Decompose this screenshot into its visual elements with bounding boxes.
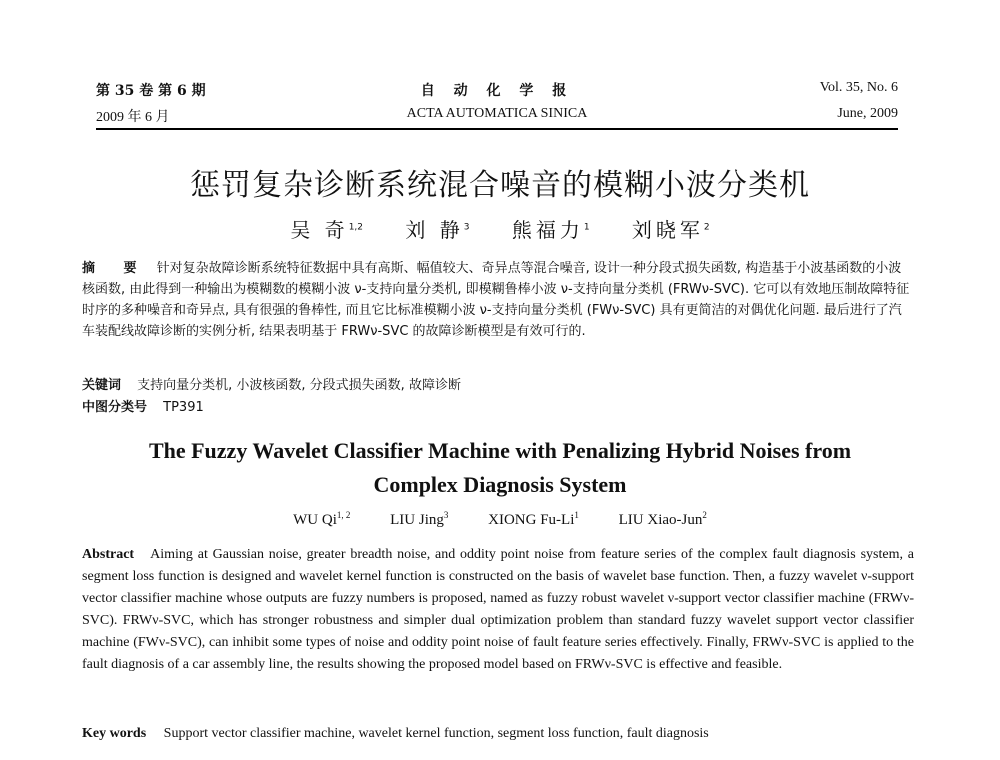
abstract-label-cn: 摘 要: [82, 261, 149, 276]
keywords-cn: [82, 374, 914, 393]
volume-cn: 第 35 卷 第 6 期: [96, 83, 206, 99]
author-cn: 吴 奇$^{1,2}$: [290, 218, 364, 242]
author-cn: 熊福力$^1$: [511, 218, 590, 242]
date-cn: 2009 年 6 月: [96, 110, 170, 125]
date-en: June, 2009: [837, 106, 898, 121]
author-en: LIU Xiao-Jun$^2$: [618, 510, 707, 528]
header-row-2: [96, 106, 898, 128]
authors-cn: [0, 214, 1000, 243]
volume-en: Vol. 35, No. 6: [819, 80, 898, 95]
author-en: XIONG Fu-Li$^1$: [488, 510, 579, 528]
title-en: [100, 434, 900, 502]
keywords-text-cn: 支持向量分类机, 小波核函数, 分段式损失函数, 故障诊断: [137, 378, 461, 393]
keywords-label-cn: 关键词: [82, 378, 122, 393]
author-en: WU Qi$^{1, 2}$: [293, 510, 351, 528]
abstract-text-en: Aiming at Gaussian noise, greater breadth noise, and oddity point noise from feature series of the complex fault diagnosis system, a segment loss function is designed and wavelet kernel function is constructed on the basis of wavelet base function. Then, a fuzzy wavelet ν-support vector classifier machine whose outputs are fuzzy numbers is proposed, named as fuzzy robust wavelet ν-support vector classifier machine (FRWν-SVC). FRWν-SVC, which has stronger robustness and simpler dual optimization problem than standard fuzzy wavelet support vector classifier machine (FWν-SVC), can inhibit some types of noise and oddity point noise of fault feature series effectively. Finally, FRWν-SVC is applied to the fault diagnosis of a car assembly line, the results showing the proposed model based on FRWν-SVC is effective and feasible.: [82, 547, 914, 672]
title-en-line-1: The Fuzzy Wavelet Classifier Machine with Penalizing Hybrid Noises from: [148, 438, 852, 463]
abstract-en: [82, 544, 914, 676]
keywords-text-en: Support vector classifier machine, wavelet kernel function, segment loss function, fault diagnosis: [163, 726, 709, 741]
author-cn: 刘 静$^3$: [405, 218, 470, 242]
abstract-text-cn: 针对复杂故障诊断系统特征数据中具有高斯、幅值较大、奇异点等混合噪音, 设计一种分段式损失函数, 构造基于小波基函数的小波核函数, 由此得到一种输出为模糊数的模糊小波 ν-支持向量分类机, 即模糊鲁棒小波 ν-支持向量分类机 (FRWν-SVC). 它可以有效地压制故障特征时序的多种噪音和奇异点, 具有很强的鲁棒性, 而且它比标准模糊小波 ν-支持向量分类机 (FWν-SVC) 具有更简洁的对偶优化问题. 最后进行了汽车装配线故障诊断的实例分析, 结果表明基于 FRWν-SVC 的故障诊断模型是有效可行的.: [82, 261, 910, 339]
title-en-line-2: Complex Diagnosis System: [373, 472, 627, 497]
authors-en: [0, 512, 1000, 529]
author-en: LIU Jing$^3$: [390, 510, 449, 528]
classification-cn: [82, 396, 914, 415]
header-rule: [96, 128, 898, 130]
header-row-1: [96, 80, 898, 102]
journal-name-en: ACTA AUTOMATICA SINICA: [406, 106, 588, 121]
title-cn: 惩罚复杂诊断系统混合噪音的模糊小波分类机: [190, 168, 810, 203]
classification-label: 中图分类号: [82, 400, 148, 415]
abstract-cn: [82, 258, 914, 342]
abstract-label-en: Abstract: [82, 547, 135, 562]
keywords-en: [82, 726, 914, 742]
keywords-label-en: Key words: [82, 726, 147, 741]
classification-value: TP391: [163, 400, 204, 415]
journal-name-cn: 自 动 化 学 报: [420, 83, 574, 99]
author-cn: 刘晓军$^2$: [631, 218, 710, 242]
